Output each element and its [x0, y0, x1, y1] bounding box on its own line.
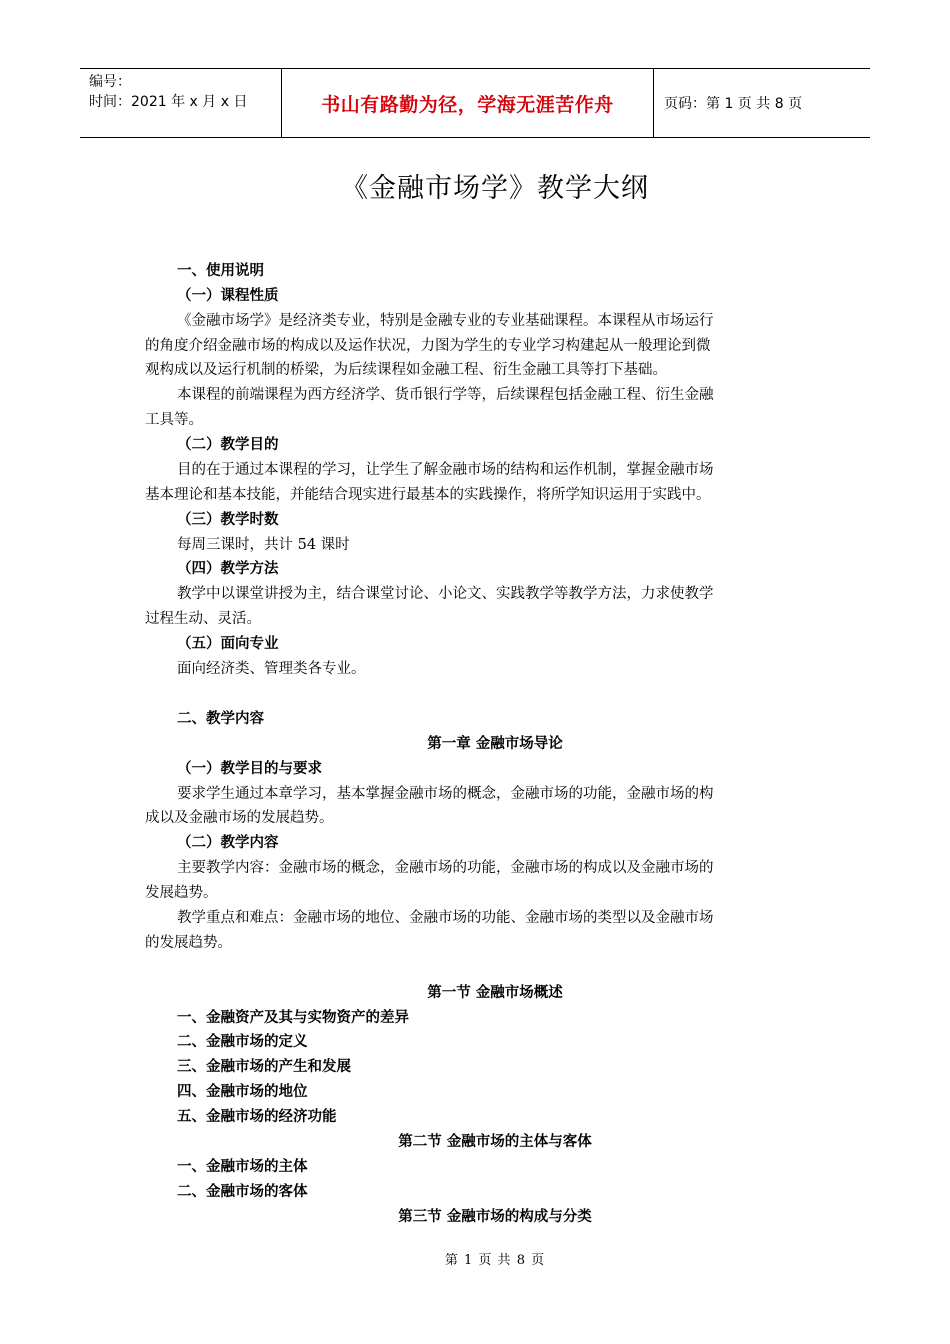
subsection-heading: （三）教学时数 [177, 512, 279, 528]
subsection-heading: （一）课程性质 [177, 288, 279, 304]
topic-item: 二、金融市场的定义 [177, 1034, 308, 1050]
time-label: 时间：2021 年 x 月 x 日 [89, 94, 248, 110]
topic-item: 二、金融市场的客体 [177, 1184, 308, 1200]
section-title: 第二节 金融市场的主体与客体 [398, 1134, 592, 1150]
subsection-heading: （二）教学内容 [177, 835, 279, 851]
subsection-heading: （二）教学目的 [177, 437, 279, 453]
document-title: 《金融市场学》教学大纲 [341, 173, 649, 204]
chapter-heading: 第一章 金融市场导论 [427, 736, 563, 752]
topic-item: 四、金融市场的地位 [177, 1084, 308, 1100]
paragraph-line: 每周三课时，共计 54 课时 [177, 537, 350, 553]
paragraph-line: 目的在于通过本课程的学习，让学生了解金融市场的结构和运作机制，掌握金融市场 [177, 462, 714, 478]
paragraph-line: 工具等。 [145, 412, 203, 428]
paragraph-line: 发展趋势。 [145, 885, 218, 901]
topic-item: 一、金融市场的主体 [177, 1159, 308, 1175]
header-table [80, 68, 870, 138]
number-label: 编号： [89, 74, 131, 90]
motto: 书山有路勤为径，学海无涯苦作舟 [282, 69, 654, 137]
subsection-heading: （一）教学目的与要求 [177, 761, 322, 777]
subsection-heading: （五）面向专业 [177, 636, 279, 652]
section-title: 第三节 金融市场的构成与分类 [398, 1209, 592, 1225]
paragraph-line: 主要教学内容：金融市场的概念，金融市场的功能，金融市场的构成以及金融市场的 [177, 860, 714, 876]
paragraph-line: 教学中以课堂讲授为主，结合课堂讨论、小论文、实践教学等教学方法，力求使教学 [177, 586, 714, 602]
paragraph-line: 成以及金融市场的发展趋势。 [145, 810, 334, 826]
paragraph-line: 要求学生通过本章学习，基本掌握金融市场的概念，金融市场的功能，金融市场的构 [177, 786, 714, 802]
paragraph-line: 的角度介绍金融市场的构成以及运作状况，力图为学生的专业学习构建起从一般理论到微 [145, 338, 711, 354]
paragraph-line: 观构成以及运行机制的桥梁，为后续课程如金融工程、衍生金融工具等打下基础。 [145, 362, 667, 378]
section-heading: 二、教学内容 [177, 711, 264, 727]
topic-item: 一、金融资产及其与实物资产的差异 [177, 1010, 409, 1026]
subsection-heading: （四）教学方法 [177, 561, 279, 577]
paragraph-line: 教学重点和难点：金融市场的地位、金融市场的功能、金融市场的类型以及金融市场 [177, 910, 714, 926]
section-title: 第一节 金融市场概述 [427, 985, 563, 1001]
paragraph-line: 的发展趋势。 [145, 935, 232, 951]
topic-item: 三、金融市场的产生和发展 [177, 1059, 351, 1075]
page-footer: 第 1 页 共 8 页 [444, 1253, 546, 1268]
paragraph-line: 过程生动、灵活。 [145, 611, 261, 627]
paragraph-line: 本课程的前端课程为西方经济学、货币银行学等，后续课程包括金融工程、衍生金融 [177, 387, 714, 403]
paragraph-line: 基本理论和基本技能，并能结合现实进行最基本的实践操作，将所学知识运用于实践中。 [145, 487, 711, 503]
paragraph-line: 面向经济类、管理类各专业。 [177, 661, 366, 677]
topic-item: 五、金融市场的经济功能 [177, 1109, 337, 1125]
section-heading: 一、使用说明 [177, 263, 264, 279]
header-left-cell [80, 69, 282, 137]
paragraph-line: 《金融市场学》是经济类专业，特别是金融专业的专业基础课程。本课程从市场运行 [177, 313, 714, 329]
page-info: 页码：第 1 页 共 8 页 [664, 96, 803, 112]
